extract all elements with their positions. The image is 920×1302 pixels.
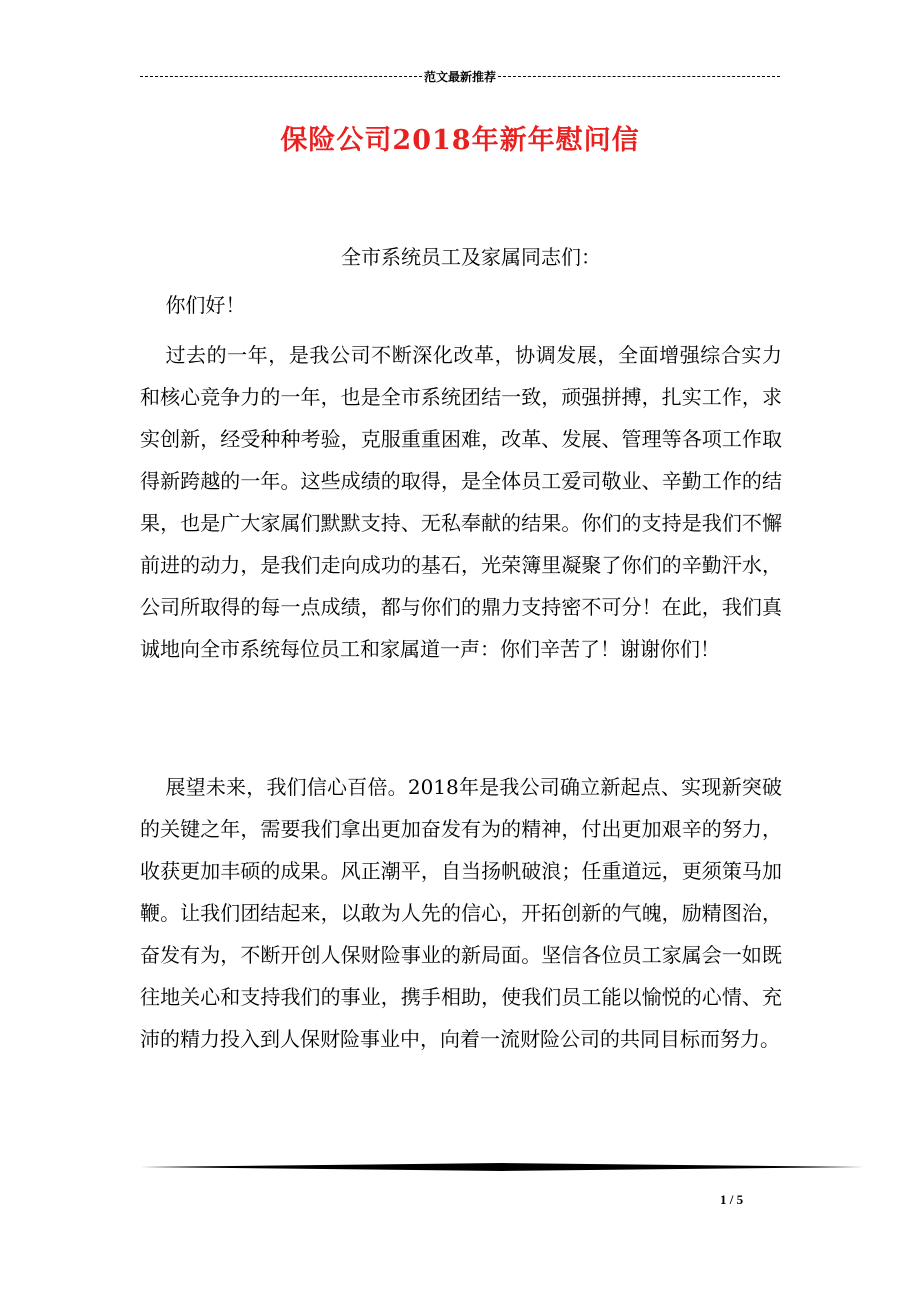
document-title: 保险公司2018年新年慰问信 (280, 125, 640, 156)
paragraph-2: 展望未来，我们信心百倍。2018年是我公司确立新起点、实现新突破的关键之年，需要我们拿出更加奋发有为的精神，付出更加艰辛的努力，收获更加丰硕的成果。风正潮平，自当扬帆破浪；任重道远，更须策马加鞭。让我们团结起来，以敢为人先的信心，开拓创新的气魄，励精图治，奋发有为，不断开创人保财险事业的新局面。坚信各位员工家属会一如既往地关心和支持我们的事业，携手相助，使我们员工能以愉悦的心情、充沛的精力投入到人保财险事业中，向着一流财险公司的共同目标而努力。 (140, 775, 782, 1051)
page-header (140, 66, 780, 86)
footer-divider (140, 1160, 864, 1174)
salutation: 全市系统员工及家属同志们： (341, 245, 601, 269)
header-label: 范文最新推荐 (424, 69, 497, 84)
page-number: 1 / 5 (720, 1192, 744, 1207)
greeting: 你们好！ (165, 293, 246, 317)
header-dash-left (140, 76, 422, 77)
header-dash-right (498, 76, 780, 77)
paragraph-1: 过去的一年，是我公司不断深化改革，协调发展，全面增强综合实力和核心竞争力的一年，也是全市系统团结一致，顽强拼搏，扎实工作，求实创新，经受种种考验，克服重重困难，改革、发展、管理等各项工作取得新跨越的一年。这些成绩的取得，是全体员工爱司敬业、辛勤工作的结果，也是广大家属们默默支持、无私奉献的结果。你们的支持是我们不懈前进的动力，是我们走向成功的基石，光荣簿里凝聚了你们的辛勤汗水，公司所取得的每一点成绩，都与你们的鼎力支持密不可分！在此，我们真诚地向全市系统每位员工和家属道一声：你们辛苦了！谢谢你们！ (140, 343, 782, 661)
